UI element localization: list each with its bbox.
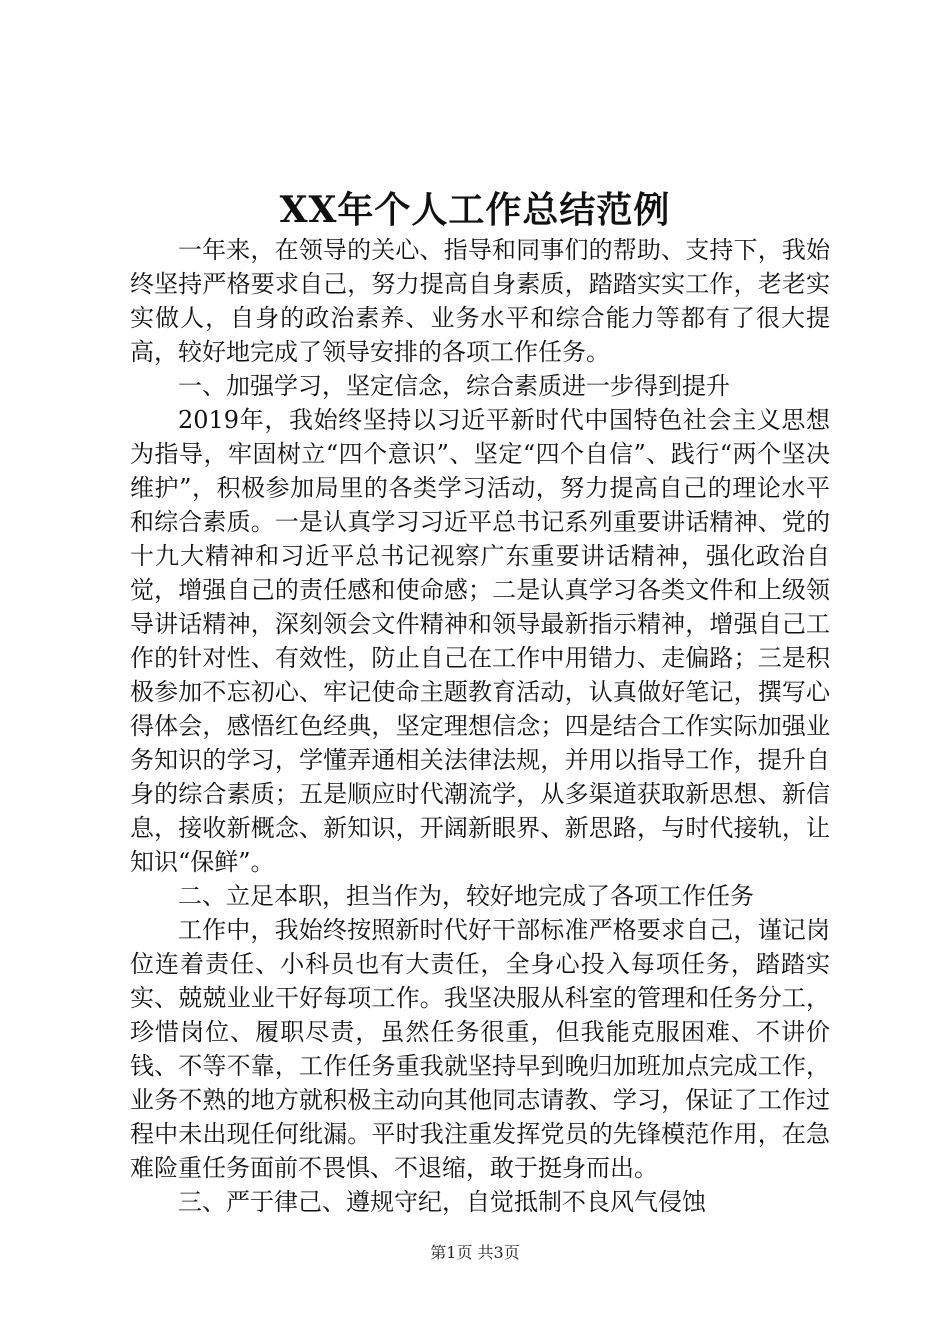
- section-heading-2: 二、立足本职，担当作为，较好地完成了各项工作任务: [178, 882, 754, 910]
- document-body: [130, 233, 830, 1219]
- section-heading-3: 三、严于律己、遵规守纪，自觉抵制不良风气侵蚀: [178, 1188, 706, 1216]
- intro-paragraph: 一年来，在领导的关心、指导和同事们的帮助、支持下，我始终坚持严格要求自己，努力提高自身素质，踏踏实实工作，老老实实做人，自身的政治素养、业务水平和综合能力等都有了很大提高，较好地完成了领导安排的各项工作任务。: [130, 236, 830, 366]
- page-number: 第1页 共3页: [430, 1243, 520, 1262]
- document-title: XX年个人工作总结范例: [279, 189, 671, 231]
- section-paragraph-1: 2019年，我始终坚持以习近平新时代中国特色社会主义思想为指导，牢固树立“四个意识”、坚定“四个自信”、践行“两个坚决维护”，积极参加局里的各类学习活动，努力提高自己的理论水平和综合素质。一是认真学习习近平总书记系列重要讲话精神、党的十九大精神和习近平总书记视察广东重要讲话精神，强化政治自觉，增强自己的责任感和使命感；二是认真学习各类文件和上级领导讲话精神，深刻领会文件精神和领导最新指示精神，增强自己工作的针对性、有效性，防止自己在工作中用错力、走偏路；三是积极参加不忘初心、牢记使命主题教育活动，认真做好笔记，撰写心得体会，感悟红色经典，坚定理想信念；四是结合工作实际加强业务知识的学习，学懂弄通相关法律法规，并用以指导工作，提升自身的综合素质；五是顺应时代潮流学，从多渠道获取新思想、新信息，接收新概念、新知识，开阔新眼界、新思路，与时代接轨，让知识“保鲜”。: [130, 406, 830, 876]
- section-paragraph-2: 工作中，我始终按照新时代好干部标准严格要求自己，谨记岗位连着责任、小科员也有大责任，全身心投入每项任务，踏踏实实、兢兢业业干好每项工作。我坚决服从科室的管理和任务分工，珍惜岗位、履职尽责，虽然任务很重，但我能克服困难、不讲价钱、不等不靠，工作任务重我就坚持早到晚归加班加点完成工作，业务不熟的地方就积极主动向其他同志请教、学习，保证了工作过程中未出现任何纰漏。平时我注重发挥党员的先锋模范作用，在急难险重任务面前不畏惧、不退缩，敢于挺身而出。: [130, 916, 830, 1182]
- section-heading-1: 一、加强学习，坚定信念，综合素质进一步得到提升: [178, 372, 730, 400]
